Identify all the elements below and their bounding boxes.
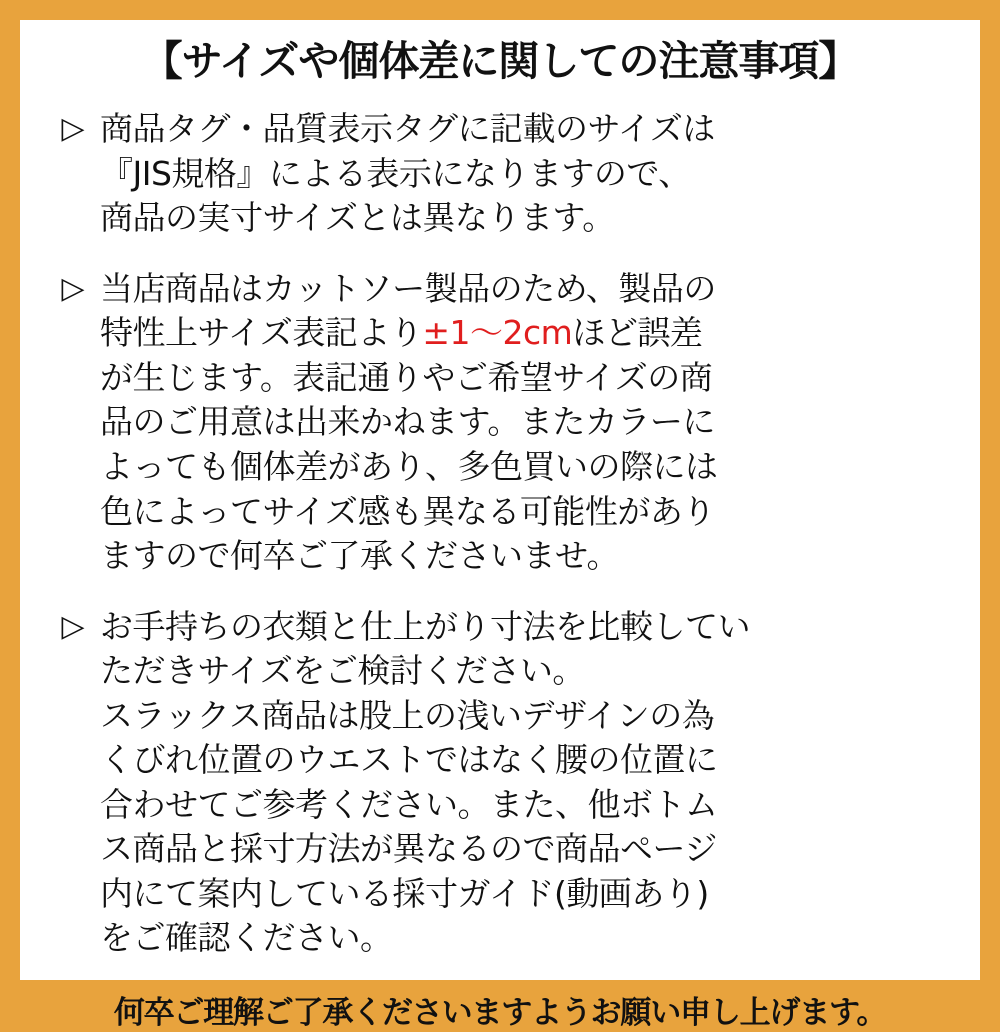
bullet-line-part: ほど誤差 <box>572 313 703 353</box>
closing-statement: 何卒ご理解ご了承くださいますようお願い申し上げます。 <box>113 994 887 1031</box>
bullet-line: 当店商品はカットソー製品のため、製品の <box>100 268 716 308</box>
bullet-line: 商品の実寸サイズとは異なります。 <box>100 198 615 238</box>
bullet-line: をご確認ください。 <box>100 918 393 958</box>
bullet-text-3 <box>100 605 954 961</box>
bullet-line-with-highlight <box>100 311 954 356</box>
bullet-line-part: 特性上サイズ表記より <box>100 313 423 353</box>
bullet-line: スラックス商品は股上の浅いデザインの為 <box>100 695 715 735</box>
bullet-line: 色によってサイズ感も異なる可能性があり <box>100 491 715 531</box>
bullet-line: 内にて案内している採寸ガイド(動画あり) <box>100 873 709 913</box>
page-title: 【サイズや個体差に関しての注意事項】 <box>141 37 859 85</box>
notice-card <box>20 20 980 1031</box>
bullet-text-1 <box>100 107 954 241</box>
bullet-line: くびれ位置のウエストではなく腰の位置に <box>100 740 718 780</box>
tolerance-highlight: ±1〜2cm <box>422 313 573 353</box>
triangle-bullet-icon: ▷ <box>61 608 85 644</box>
bullet-line: 品のご用意は出来かねます。またカラーに <box>100 402 715 442</box>
notice-bullet-list <box>46 107 954 961</box>
triangle-bullet-icon: ▷ <box>61 270 85 306</box>
bullet-line: よっても個体差があり、多色買いの際には <box>100 446 718 486</box>
triangle-bullet-icon: ▷ <box>61 111 85 147</box>
bullet-line: が生じます。表記通りやご希望サイズの商 <box>100 357 713 397</box>
bullet-line: 『JIS規格』による表示になりますので、 <box>100 153 691 193</box>
list-item <box>46 107 954 241</box>
bullet-line: 合わせてご参考ください。また、他ボトム <box>100 784 718 824</box>
bullet-line: ますので何卒ご了承くださいませ。 <box>100 536 620 576</box>
bullet-line: 商品タグ・品質表示タグに記載のサイズは <box>100 109 715 149</box>
list-item <box>46 267 954 579</box>
list-item <box>46 605 954 961</box>
bullet-line: ただきサイズをご検討ください。 <box>100 651 585 691</box>
bullet-line: お手持ちの衣類と仕上がり寸法を比較してい <box>100 606 750 646</box>
bullet-line: ス商品と採寸方法が異なるので商品ページ <box>100 829 717 869</box>
bullet-text-2 <box>100 267 954 579</box>
